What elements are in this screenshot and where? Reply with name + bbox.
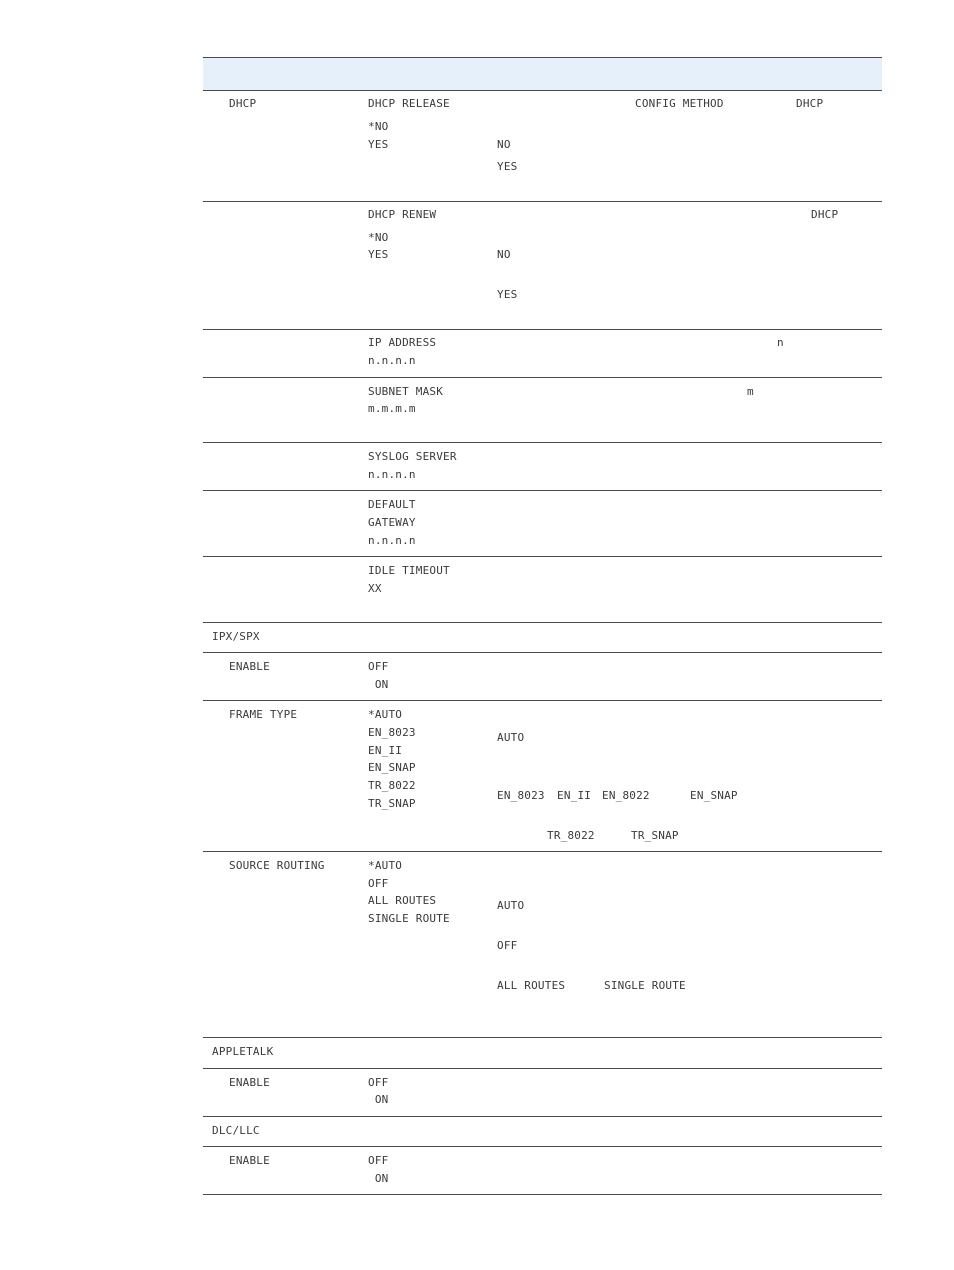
- value-option: OFF: [368, 877, 389, 890]
- row-ip-address: [203, 330, 882, 378]
- desc-value: YES: [497, 160, 518, 173]
- value-option: ALL ROUTES: [368, 894, 437, 907]
- section-label-dhcp: DHCP: [229, 97, 257, 110]
- item-source-routing: SOURCE ROUTING: [229, 859, 325, 872]
- desc-en-type: EN_8023: [497, 789, 545, 802]
- table-header: [203, 57, 882, 91]
- section-label-dlc-llc: DLC/LLC: [212, 1124, 260, 1137]
- value-option: *AUTO: [368, 708, 403, 721]
- desc-off: OFF: [497, 939, 518, 952]
- value-option: TR_SNAP: [368, 797, 416, 810]
- value-default-gateway: n.n.n.n: [368, 534, 416, 547]
- desc-auto: AUTO: [497, 899, 525, 912]
- desc-en-type: EN_II: [557, 789, 592, 802]
- item-dhcp-release: DHCP RELEASE: [368, 97, 450, 110]
- section-label-ipx-spx: IPX/SPX: [212, 630, 260, 643]
- desc-value: NO: [497, 138, 511, 151]
- desc-value: NO: [497, 248, 511, 261]
- desc-n: n: [777, 336, 784, 349]
- desc-tr-type: TR_SNAP: [631, 829, 679, 842]
- item-enable: ENABLE: [229, 1076, 270, 1089]
- desc-en-type: EN_8022: [602, 789, 650, 802]
- value-option: EN_II: [368, 744, 403, 757]
- value-option: OFF: [368, 1154, 389, 1167]
- value-option: EN_SNAP: [368, 761, 416, 774]
- section-appletalk: [203, 1038, 882, 1069]
- row-idle-timeout: [203, 557, 882, 623]
- value-option: *AUTO: [368, 859, 403, 872]
- desc-en-type: EN_SNAP: [690, 789, 738, 802]
- desc-dhcp: DHCP: [811, 208, 839, 221]
- row-default-gateway: [203, 491, 882, 557]
- item-default-gateway: DEFAULT: [368, 498, 416, 511]
- value-syslog-server: n.n.n.n: [368, 468, 416, 481]
- desc-value: YES: [497, 288, 518, 301]
- value-option: SINGLE ROUTE: [368, 912, 450, 925]
- section-label-appletalk: APPLETALK: [212, 1045, 274, 1058]
- value-option: OFF: [368, 1076, 389, 1089]
- value-option: ON: [368, 1172, 389, 1185]
- row-appletalk-enable: [203, 1069, 882, 1117]
- value-option: OFF: [368, 660, 389, 673]
- desc-dhcp: DHCP: [796, 97, 824, 110]
- value-ip-address: n.n.n.n: [368, 354, 416, 367]
- desc-all-routes: ALL ROUTES: [497, 979, 566, 992]
- row-ipx-enable: [203, 653, 882, 701]
- row-dhcp-release: [203, 91, 882, 202]
- network-settings-table: [203, 57, 882, 1195]
- row-syslog-server: [203, 443, 882, 491]
- desc-tr-type: TR_8022: [547, 829, 595, 842]
- section-dlc-llc: [203, 1117, 882, 1147]
- desc-single-route: SINGLE ROUTE: [604, 979, 686, 992]
- item-default-gateway: GATEWAY: [368, 516, 416, 529]
- item-subnet-mask: SUBNET MASK: [368, 385, 444, 398]
- item-idle-timeout: IDLE TIMEOUT: [368, 564, 450, 577]
- row-source-routing: [203, 852, 882, 1038]
- row-subnet-mask: [203, 378, 882, 443]
- value-option: *NO: [368, 120, 389, 133]
- value-option: EN_8023: [368, 726, 416, 739]
- value-option: ON: [368, 678, 389, 691]
- row-frame-type: [203, 701, 882, 852]
- item-syslog-server: SYSLOG SERVER: [368, 450, 457, 463]
- value-option: ON: [368, 1093, 389, 1106]
- item-enable: ENABLE: [229, 660, 270, 673]
- desc-auto: AUTO: [497, 731, 525, 744]
- value-option: YES: [368, 248, 389, 261]
- value-subnet-mask: m.m.m.m: [368, 402, 416, 415]
- row-dlc-enable: [203, 1147, 882, 1195]
- value-option: YES: [368, 138, 389, 151]
- value-idle-timeout: XX: [368, 582, 382, 595]
- desc-config-method: CONFIG METHOD: [635, 97, 724, 110]
- row-dhcp-renew: [203, 202, 882, 330]
- value-option: *NO: [368, 231, 389, 244]
- item-enable: ENABLE: [229, 1154, 270, 1167]
- item-frame-type: FRAME TYPE: [229, 708, 298, 721]
- item-dhcp-renew: DHCP RENEW: [368, 208, 437, 221]
- item-ip-address: IP ADDRESS: [368, 336, 437, 349]
- section-ipx-spx: [203, 623, 882, 653]
- value-option: TR_8022: [368, 779, 416, 792]
- desc-m: m: [747, 385, 754, 398]
